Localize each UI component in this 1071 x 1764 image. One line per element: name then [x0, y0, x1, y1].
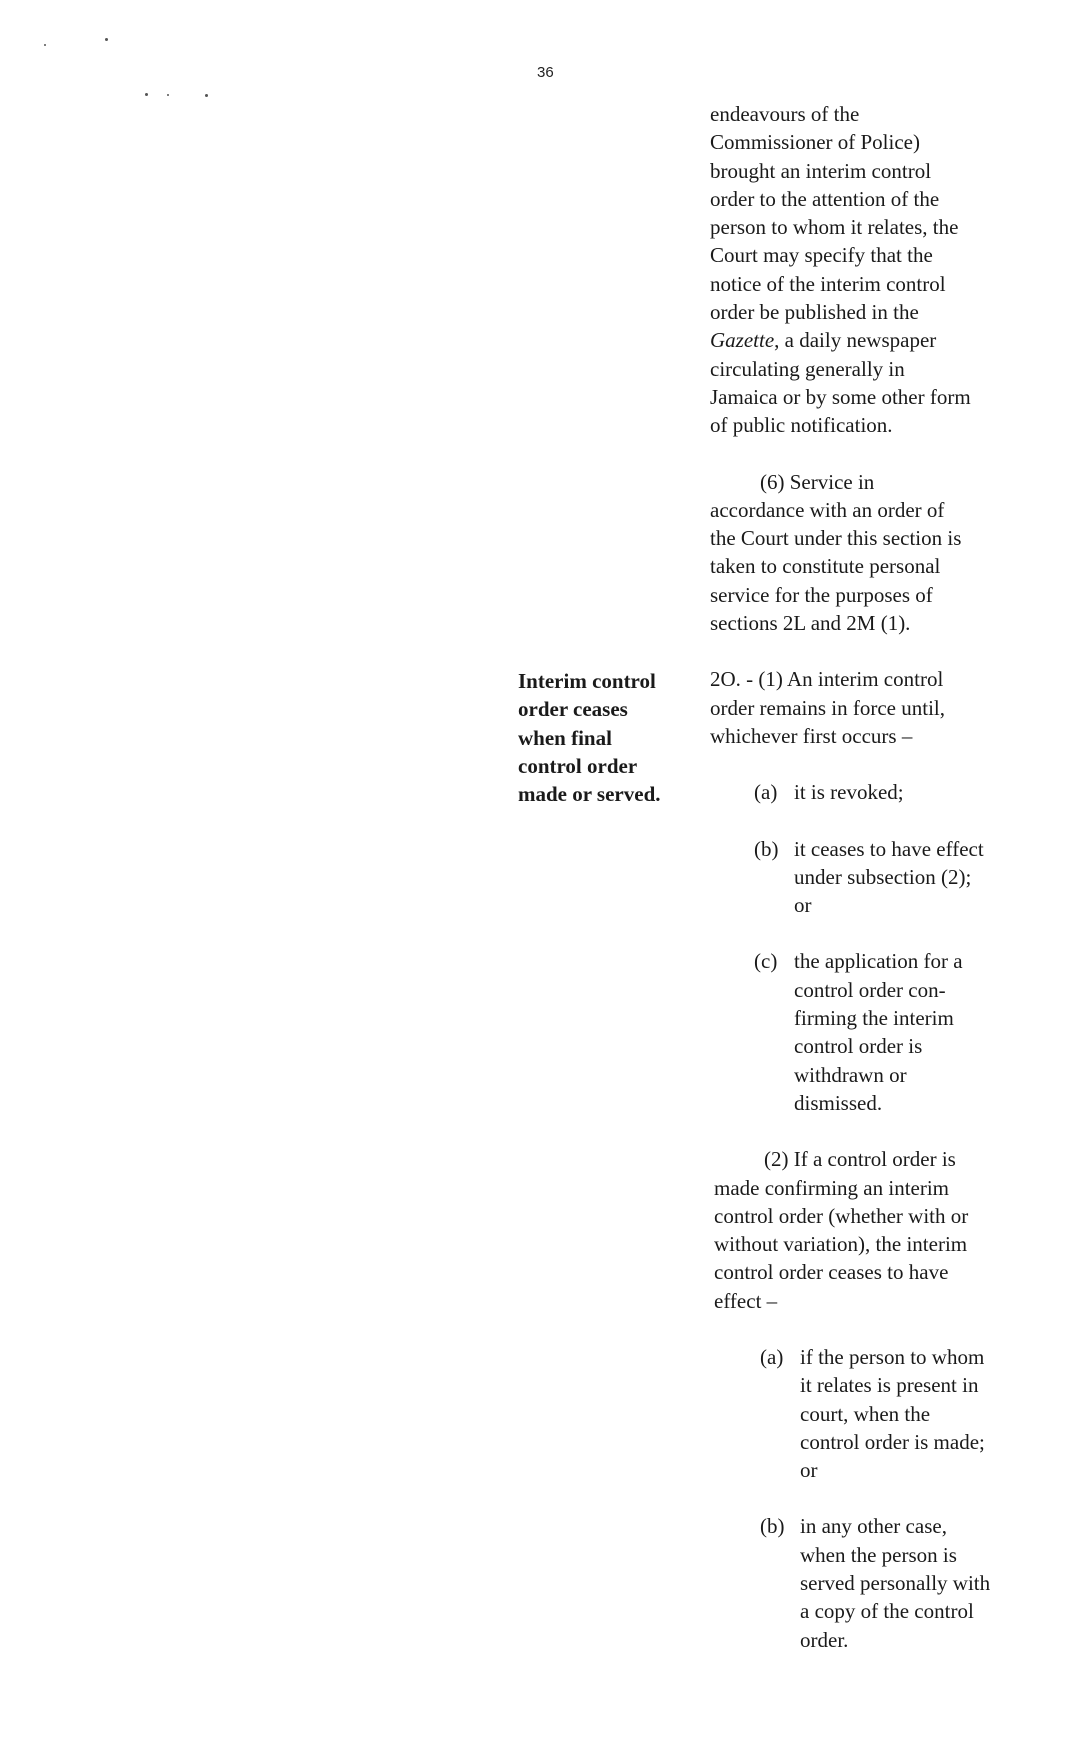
text-line: made confirming an interim [714, 1175, 950, 1200]
list-item [754, 835, 1040, 920]
main-text-column [710, 100, 1040, 1654]
text-line: the Court under this section is [710, 526, 962, 551]
text-line: control order is [794, 1034, 923, 1059]
item-label: (b) [754, 836, 779, 861]
text-line: notice of the interim control [710, 271, 946, 296]
list-item [760, 1343, 1040, 1484]
scan-speck [205, 94, 208, 97]
text-line: a copy of the control [800, 1599, 974, 1624]
page-number: 36 [537, 64, 554, 81]
text-line: Commissioner of Police) [710, 130, 920, 155]
text-line: sections 2L and 2M (1). [710, 611, 911, 636]
text-line [710, 326, 1040, 354]
item-label: (a) [760, 1344, 784, 1369]
text-line: served personally with [800, 1571, 991, 1596]
text-line: withdrawn or [794, 1062, 907, 1087]
item-text [800, 1512, 1040, 1653]
scan-speck [105, 38, 108, 41]
text-line: order to the attention of the [710, 186, 940, 211]
text-line: Court may specify that the [710, 243, 933, 268]
marginal-note-line: Interim control [518, 669, 656, 693]
text-line: when the person is [800, 1542, 957, 1567]
gazette-italic: Gazette [710, 328, 775, 353]
text-line: control order con- [794, 977, 946, 1002]
text-line: order. [800, 1627, 849, 1652]
text-line: endeavours of the [710, 102, 860, 126]
text-line: effect – [714, 1288, 778, 1313]
text-line: accordance with an order of [710, 497, 945, 522]
item-label: (a) [754, 780, 778, 805]
list-items-subsection-2 [760, 1343, 1040, 1654]
text-line: order be published in the [710, 300, 919, 325]
text-line: it relates is present in [800, 1373, 979, 1398]
text-line: if the person to whom [800, 1344, 985, 1369]
item-text [794, 835, 1040, 920]
text-line: control order ceases to have [714, 1260, 949, 1285]
list-item [760, 1512, 1040, 1653]
text-line: person to whom it relates, the [710, 215, 959, 240]
scan-speck [44, 44, 46, 46]
text-line: dismissed. [794, 1090, 883, 1115]
item-label: (b) [760, 1514, 785, 1539]
text-line: taken to constitute personal [710, 554, 941, 579]
text-line: Jamaica or by some other form [710, 384, 971, 409]
text-line: circulating generally in [710, 356, 905, 381]
text-line: (2) If a control order is [764, 1147, 956, 1172]
text-line: it is revoked; [794, 780, 904, 805]
text-line: service for the purposes of [710, 582, 933, 607]
text-line: (6) Service in [760, 469, 875, 494]
text-line: the application for a [794, 949, 963, 974]
marginal-note-line: made or served. [518, 782, 661, 807]
text-line: control order (whether with or [714, 1203, 969, 1228]
text-line: without variation), the interim [714, 1232, 968, 1257]
gazette-line-rest: , a daily newspaper [774, 328, 937, 353]
item-label: (c) [754, 949, 778, 974]
item-text [794, 778, 1040, 806]
text-line: court, when the [800, 1401, 931, 1426]
marginal-note-line: order ceases [518, 697, 628, 722]
item-text [794, 947, 1040, 1117]
marginal-note-line: when final [518, 725, 612, 750]
marginal-note-line: control order [518, 753, 638, 778]
item-text [800, 1343, 1040, 1484]
text-line: in any other case, [800, 1514, 947, 1539]
marginal-note [518, 667, 698, 808]
text-line: firming the interim [794, 1006, 954, 1031]
continuation-paragraph [710, 100, 1040, 440]
text-line: or [794, 893, 812, 918]
section-heading-line: 2O. - (1) An interim control [710, 667, 944, 692]
scan-speck [167, 94, 169, 96]
list-items-subsection-1 [754, 778, 1040, 1117]
text-line: control order is made; [800, 1429, 985, 1454]
text-line: whichever first occurs – [710, 723, 913, 748]
text-line: or [800, 1458, 818, 1483]
text-line: it ceases to have effect [794, 836, 984, 861]
list-item [754, 947, 1040, 1117]
subsection-6 [710, 468, 1040, 638]
scan-speck [145, 93, 148, 96]
section-2o [710, 665, 1040, 1117]
text-line: order remains in force until, [710, 695, 945, 720]
text-line: brought an interim control [710, 158, 932, 183]
text-line: under subsection (2); [794, 864, 972, 889]
text-line: of public notification. [710, 413, 893, 438]
subsection-2 [714, 1145, 1040, 1654]
list-item [754, 778, 1040, 806]
